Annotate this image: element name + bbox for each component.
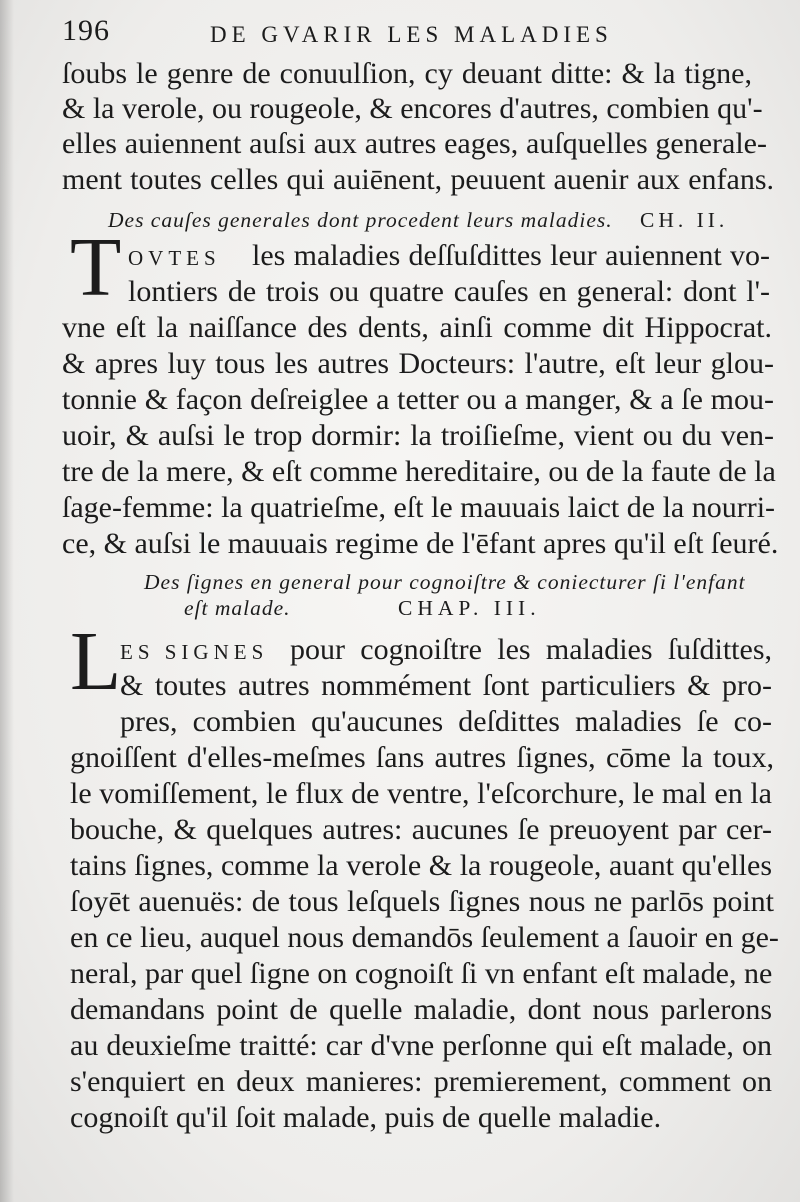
text-line: & toutes autres nommément ſont particuliers & pro- (120, 669, 772, 702)
page-header (62, 14, 682, 48)
chapter-number: CHAP. III. (398, 596, 541, 620)
text-line: pres, combien qu'aucunes deſdittes maladies ſe co- (120, 705, 772, 738)
text-line: ſage-femme: la quatrieſme, eſt le mauuais laict de la nourri- (62, 491, 776, 524)
chapter-heading-continued: eſt malade. (184, 596, 291, 620)
text-line: ſoubs le genre de conuulſion, cy deuant ditte: & la tigne, (62, 57, 752, 90)
text-line: au deuxieſme traitté: car d'vne perſonne qui eſt malade, on (70, 1029, 772, 1062)
page-number: 196 (62, 14, 110, 47)
text-line: & la verole, ou rougeole, & encores d'autres, combien qu'- (62, 92, 763, 125)
text-line: en ce lieu, auquel nous demandōs ſeulement a ſauoir en ge- (70, 921, 779, 954)
text-line (120, 632, 268, 670)
text-line: lontiers de trois ou quatre cauſes en general: dont l'- (128, 275, 770, 308)
text-line: s'enquiert en deux manieres: premierement, comment on (70, 1065, 772, 1098)
text-line: ment toutes celles qui auiēnent, peuuent auenir aux enfans. (62, 163, 774, 196)
text-line: vne eſt la naiſſance des dents, ainſi comme dit Hippocrat. (62, 311, 772, 344)
lead-words: OVTES (128, 246, 221, 270)
text-line: tre de la mere, & eſt comme hereditaire, ou de la faute de la (62, 455, 776, 488)
lead-words: ES SIGNES (120, 640, 269, 664)
chapter-number: CH. II. (640, 208, 729, 232)
text-line: le vomiſſement, le flux de ventre, l'eſcorchure, le mal en la (70, 777, 772, 810)
text-line: bouche, & quelques autres: aucunes ſe preuoyent par cer- (70, 813, 772, 846)
text-line: neral, par quel ſigne on cognoiſt ſi vn enfant eſt malade, ne (70, 957, 773, 990)
chapter-heading (108, 208, 613, 233)
running-head: DE GVARIR LES MALADIES (210, 22, 613, 47)
text-line: tonnie & façon deſreiglee a tetter ou a manger, & a ſe mou- (62, 383, 774, 416)
text-line: pour cognoiſtre les maladies ſuſdittes, (290, 633, 772, 666)
chapter-title: Des cauſes generales dont procedent leurs maladies. (108, 208, 613, 232)
text-line: & apres luy tous les autres Docteurs: l'autre, eſt leur glou- (62, 347, 774, 380)
text-line: demandans point de quelle maladie, dont nous parlerons (70, 993, 772, 1026)
text-line: elles auiennent auſsi aux autres eages, auſquelles generale- (62, 127, 767, 160)
text-line: cognoiſt qu'il ſoit malade, puis de quelle maladie. (70, 1101, 662, 1134)
drop-cap: T (70, 221, 122, 314)
chapter-heading: Des ſignes en general pour cognoiſtre & coniecturer ſi l'enfant (144, 570, 746, 594)
text-line: uoir, & auſsi le trop dormir: la troiſieſme, vient ou du ven- (62, 419, 774, 452)
text-line: gnoiſſent d'elles-meſmes ſans autres ſignes, cōme la toux, (70, 741, 774, 774)
text-line: ce, & auſsi le mauuais regime de l'ēfant apres qu'il eſt ſeuré. (62, 527, 779, 560)
text-line (128, 238, 221, 276)
drop-cap: L (70, 615, 122, 708)
text-line: tains ſignes, comme la verole & la rougeole, auant qu'elles (70, 849, 772, 882)
gutter-shadow (0, 0, 14, 1202)
text-line: les maladies deſſuſdittes leur auiennent vo- (252, 239, 770, 272)
text-line: ſoyēt auenuës: de tous leſquels ſignes nous ne parlōs point (70, 885, 774, 918)
